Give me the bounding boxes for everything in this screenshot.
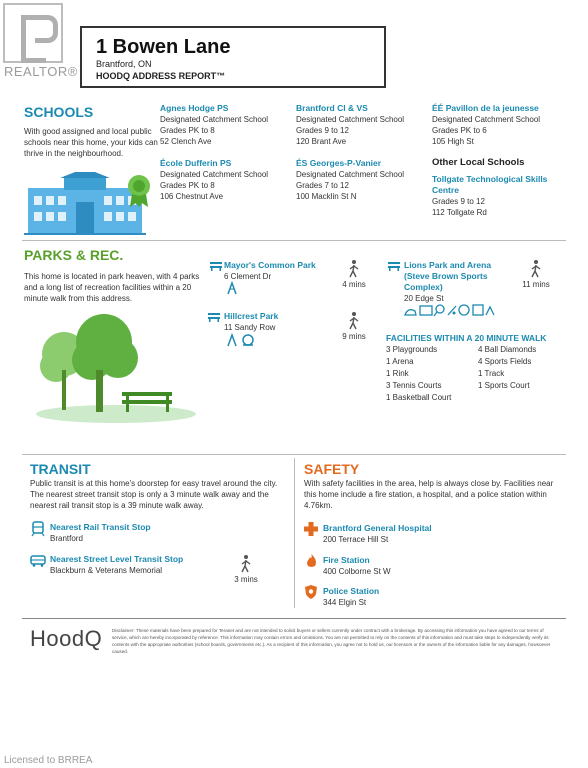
safety-address: 400 Colborne St W	[323, 567, 391, 576]
walk-minutes: 4 mins	[342, 280, 366, 289]
facility-item: 1 Arena	[386, 357, 414, 366]
school-type: Designated Catchment School	[160, 115, 269, 124]
park-bench-icon	[208, 312, 220, 322]
school-name[interactable]: ÉS Georges-P-Vanier	[296, 158, 382, 168]
transit-title: TRANSIT	[30, 461, 91, 477]
walking-person-icon	[531, 260, 541, 278]
walk-minutes: 3 mins	[234, 575, 258, 584]
hospital-cross-icon	[304, 522, 318, 536]
other-schools-title: Other Local Schools	[432, 157, 525, 168]
park-name[interactable]: Mayor's Common Park	[224, 260, 316, 270]
school-name[interactable]: Tollgate Technological Skills Centre	[432, 174, 548, 195]
school-type: Designated Catchment School	[432, 115, 541, 124]
school-name[interactable]: Agnes Hodge PS	[160, 103, 229, 113]
school-type: Designated Catchment School	[296, 170, 405, 179]
facility-item: 1 Sports Court	[478, 381, 530, 390]
slide-icon	[226, 281, 238, 295]
park-name[interactable]: Lions Park and Arena (Steve Brown Sports Complex)	[404, 260, 492, 292]
fire-icon	[306, 554, 317, 568]
walking-person-icon	[349, 260, 359, 278]
facilities-list-right	[478, 344, 536, 392]
safety-name[interactable]: Brantford General Hospital	[323, 523, 432, 533]
walk-time	[518, 260, 554, 289]
park-address: 11 Sandy Row	[224, 323, 276, 332]
park-name[interactable]: Hillcrest Park	[224, 311, 279, 321]
park-bench-icon	[210, 261, 222, 271]
park-item[interactable]	[224, 311, 324, 333]
facility-item: 4 Sports Fields	[478, 357, 532, 366]
school-grades: Grades 7 to 12	[296, 181, 349, 190]
safety-address: 200 Terrace Hill St	[323, 535, 389, 544]
school-type: Designated Catchment School	[296, 115, 405, 124]
safety-address: 344 Elgin St	[323, 598, 367, 607]
facility-item: 3 Tennis Courts	[386, 381, 442, 390]
walk-minutes: 11 mins	[522, 280, 550, 289]
park-trees-illustration	[26, 312, 206, 424]
facility-item: 3 Playgrounds	[386, 345, 438, 354]
park-bench-icon	[388, 261, 400, 271]
safety-description: With safety facilities in the area, help is always close by. Facilities near this home include a fire station, a hospital, and a police station within 4.76km.	[304, 479, 554, 510]
walk-time	[336, 312, 372, 341]
park-item[interactable]	[224, 260, 324, 282]
walking-person-icon	[349, 312, 359, 330]
report-title: HOODQ ADDRESS REPORT™	[96, 71, 226, 81]
school-name[interactable]: ÉÉ Pavillon de la jeunesse	[432, 103, 539, 113]
school-address: 112 Tollgate Rd	[432, 208, 487, 217]
rail-stop-name: Brantford	[50, 534, 83, 543]
recreation-facility-icons	[404, 303, 496, 317]
award-ribbon-icon	[126, 174, 152, 208]
school-address: 106 Chestnut Ave	[160, 192, 224, 201]
safety-item[interactable]	[323, 555, 543, 577]
licensed-to-text: Licensed to BRREA	[4, 755, 93, 766]
hoodq-logo: HoodQ	[30, 626, 103, 651]
facilities-title: FACILITIES WITHIN A 20 MINUTE WALK	[386, 333, 547, 343]
school-grades: Grades PK to 8	[160, 181, 215, 190]
walk-minutes: 9 mins	[342, 332, 366, 341]
school-item[interactable]	[432, 174, 566, 218]
safety-name[interactable]: Police Station	[323, 586, 380, 596]
facility-item: 1 Rink	[386, 369, 409, 378]
walk-time	[336, 260, 372, 289]
school-grades: Grades 9 to 12	[432, 197, 485, 206]
parks-description: This home is located in park heaven, with 4 parks and a long list of recreation facilities within a 20 minute walk from this address.	[24, 272, 200, 303]
school-name[interactable]: Brantford CI & VS	[296, 103, 368, 113]
walk-time	[228, 555, 264, 584]
property-city: Brantford, ON	[96, 59, 152, 69]
rail-transit-stop[interactable]	[50, 522, 250, 544]
parks-title: PARKS & REC.	[24, 247, 124, 263]
realtor-r-icon	[3, 3, 63, 63]
schools-description: With good assigned and local public schools near this home, your kids can thrive in the neighbourhood.	[24, 127, 158, 158]
park-item[interactable]	[404, 260, 504, 304]
school-item[interactable]	[160, 103, 290, 147]
school-address: 105 High St	[432, 137, 474, 146]
disclaimer-text: Disclaimer: These materials have been prepared for Teranet and are not intended to solicit buyers or sellers currently under contract with a brokerage. By accessing this information you have agreed to our terms of service, which are hereby incorporated by reference. This information may contain errors and omissions. You are not permitted to rely on the contents of this information and must take steps to independently verify its contents with the appropriate authorities (school boards, governments etc.). As a recipient of this information, you agree not to hold us, our licensors or the owners of the information liable for any damages, howsoever caused.	[112, 628, 551, 654]
school-item[interactable]	[296, 158, 426, 202]
street-transit-stop[interactable]	[50, 554, 250, 576]
walking-person-icon	[241, 555, 251, 573]
safety-title: SAFETY	[304, 461, 360, 477]
transit-description: Public transit is at this home's doorstep for easy travel around the city. The nearest street transit stop is only a 3 minute walk away and the nearest rail transit stop is a 39 minute walk away.	[30, 479, 278, 510]
school-address: 52 Clench Ave	[160, 137, 212, 146]
street-stop-name: Blackburn & Veterans Memorial	[50, 566, 163, 575]
realtor-logo	[0, 0, 78, 82]
report-header	[80, 26, 386, 88]
realtor-logo-text: REALTOR®	[4, 64, 78, 79]
property-address: 1 Bowen Lane	[96, 36, 231, 58]
school-grades: Grades PK to 6	[432, 126, 487, 135]
facility-item: 4 Ball Diamonds	[478, 345, 537, 354]
school-address: 100 Macklin St N	[296, 192, 357, 201]
safety-item[interactable]	[323, 586, 543, 608]
school-item[interactable]	[432, 103, 566, 147]
safety-item[interactable]	[323, 523, 543, 545]
train-icon	[31, 521, 45, 537]
facilities-list-left	[386, 344, 451, 404]
park-address: 6 Clement Dr	[224, 272, 272, 281]
section-divider	[22, 240, 566, 241]
school-name[interactable]: École Dufferin PS	[160, 158, 232, 168]
school-type: Designated Catchment School	[160, 170, 269, 179]
police-badge-icon	[305, 585, 317, 599]
park-address: 20 Edge St	[404, 294, 444, 303]
school-address: 120 Brant Ave	[296, 137, 347, 146]
school-grades: Grades 9 to 12	[296, 126, 349, 135]
playground-icons	[226, 333, 256, 347]
facility-item: 1 Track	[478, 369, 505, 378]
footer-divider	[22, 618, 566, 619]
schools-title: SCHOOLS	[24, 104, 94, 120]
rail-stop-title[interactable]: Nearest Rail Transit Stop	[50, 522, 151, 532]
school-item[interactable]	[296, 103, 426, 147]
column-divider	[294, 458, 295, 608]
section-divider	[22, 454, 566, 455]
facility-item: 1 Basketball Court	[386, 393, 452, 402]
street-stop-title[interactable]: Nearest Street Level Transit Stop	[50, 554, 184, 564]
bus-icon	[30, 555, 46, 567]
safety-name[interactable]: Fire Station	[323, 555, 370, 565]
school-grades: Grades PK to 8	[160, 126, 215, 135]
school-item[interactable]	[160, 158, 290, 202]
